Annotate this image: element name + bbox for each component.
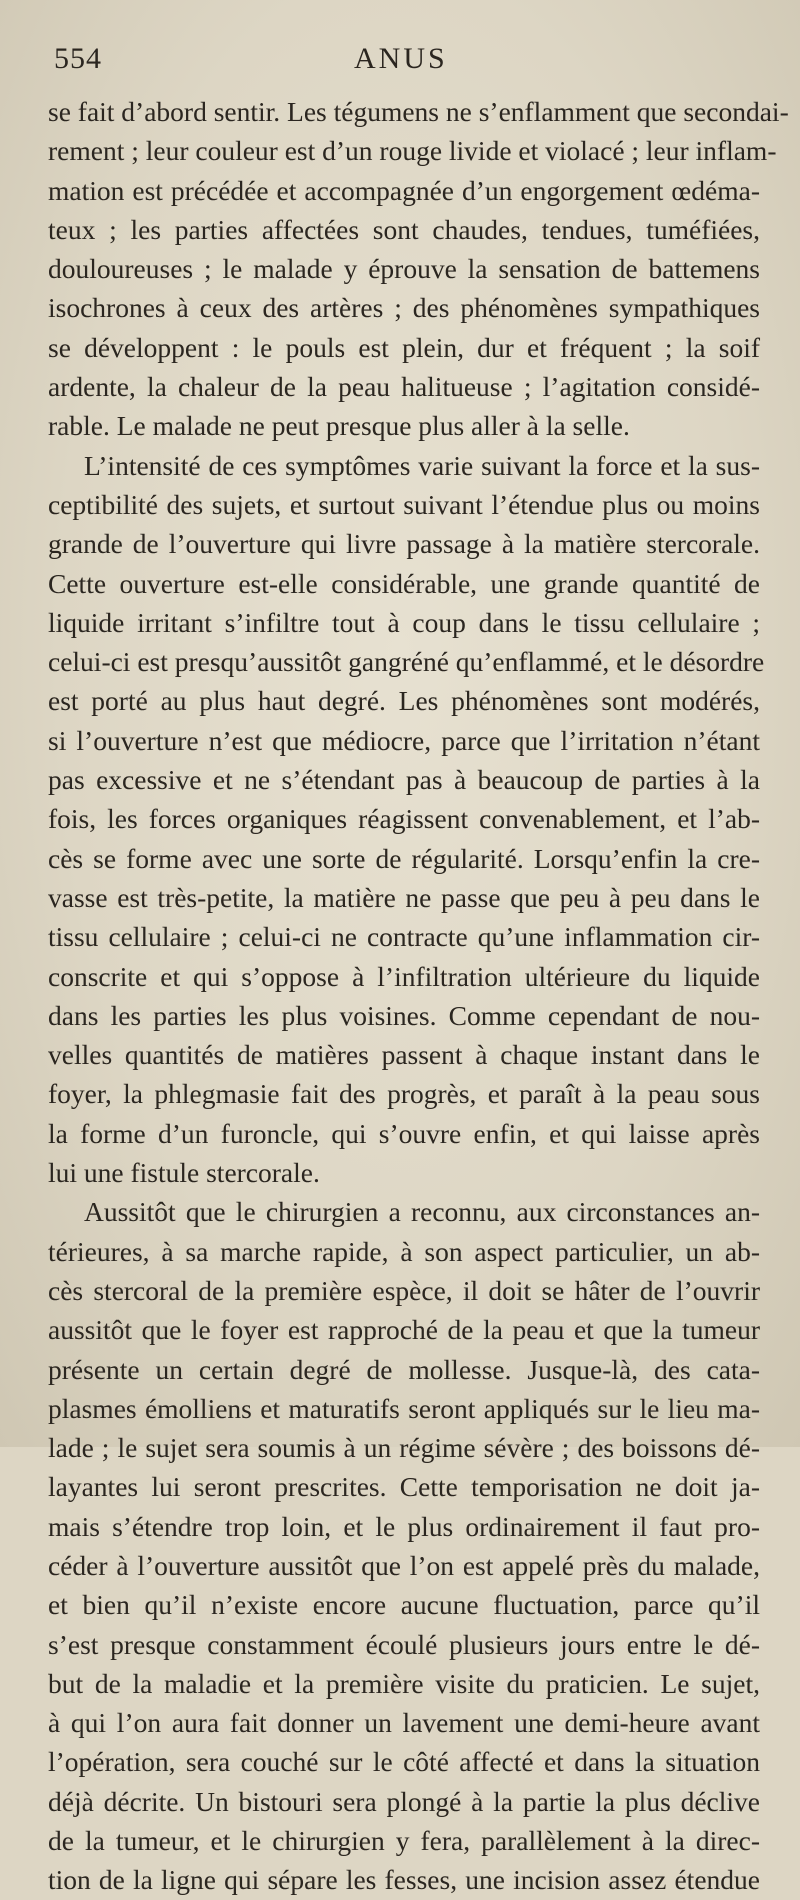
text-line: Cette ouverture est-elle considérable, une grande quantité de (48, 567, 760, 599)
text-line: à qui l’on aura fait donner un lavement une demi-heure avant (48, 1707, 760, 1739)
text-line: fois, les forces organiques réagissent convenablement, et l’ab- (48, 803, 760, 835)
text-line: lade ; le sujet sera soumis à un régime sévère ; des boissons dé- (48, 1432, 760, 1464)
text-line: tion de la ligne qui sépare les fesses, une incision assez étendue (48, 1864, 760, 1896)
text-line: teux ; les parties affectées sont chaudes, tendues, tuméfiées, (48, 213, 760, 245)
text-line: celui-ci est presqu’aussitôt gangréné qu’enflammé, et le désordre (48, 646, 765, 678)
text-line: rable. Le malade ne peut presque plus aller à la selle. (48, 410, 630, 442)
text-line: foyer, la phlegmasie fait des progrès, et paraît à la peau sous (48, 1078, 760, 1110)
text-line: layantes lui seront prescrites. Cette temporisation ne doit ja- (48, 1471, 760, 1503)
page-number: 554 (54, 42, 102, 75)
running-head: ANUS (354, 42, 448, 75)
body-text (48, 92, 789, 1900)
text-line: dans les parties les plus voisines. Comme cependant de nou- (48, 999, 760, 1031)
text-line: Aussitôt que le chirurgien a reconnu, aux circonstances an- (84, 1196, 760, 1228)
text-line: présente un certain degré de mollesse. Jusque-là, des cata- (48, 1353, 760, 1385)
text-line: et bien qu’il n’existe encore aucune fluctuation, parce qu’il (48, 1589, 760, 1621)
text-line: mais s’étendre trop loin, et le plus ordinairement il faut pro- (48, 1510, 760, 1542)
text-line: vasse est très-petite, la matière ne passe que peu à peu dans le (48, 881, 760, 913)
text-line: rement ; leur couleur est d’un rouge livide et violacé ; leur inflam- (48, 135, 777, 167)
text-line: térieures, à sa marche rapide, à son aspect particulier, un ab- (48, 1235, 760, 1267)
text-line: l’opération, sera couché sur le côté affecté et dans la situation (48, 1746, 760, 1778)
text-line: déjà décrite. Un bistouri sera plongé à la partie la plus déclive (48, 1785, 760, 1817)
text-line: s’est presque constamment écoulé plusieurs jours entre le dé- (48, 1628, 760, 1660)
text-line: conscrite et qui s’oppose à l’infiltration ultérieure du liquide (48, 960, 760, 992)
text-line: L’intensité de ces symptômes varie suivant la force et la sus- (84, 449, 760, 481)
text-line: ardente, la chaleur de la peau halitueuse ; l’agitation considé- (48, 371, 760, 403)
text-line: se fait d’abord sentir. Les tégumens ne s’enflamment que secondai- (48, 96, 789, 127)
text-line: est porté au plus haut degré. Les phénomènes sont modérés, (48, 685, 760, 717)
text-line: mation est précédée et accompagnée d’un engorgement œdéma- (48, 174, 760, 206)
text-line: pas excessive et ne s’étendant pas à beaucoup de parties à la (48, 764, 760, 796)
text-line: tissu cellulaire ; celui-ci ne contracte qu’une inflammation cir- (48, 921, 760, 953)
text-line: isochrones à ceux des artères ; des phénomènes sympathiques (48, 292, 760, 324)
text-line: se développent : le pouls est plein, dur et fréquent ; la soif (48, 331, 760, 363)
text-line: douloureuses ; le malade y éprouve la sensation de battemens (48, 253, 760, 285)
text-line: aussitôt que le foyer est rapproché de la peau et que la tumeur (48, 1314, 760, 1346)
page-header (54, 42, 740, 86)
text-line: la forme d’un furoncle, qui s’ouvre enfin, et qui laisse après (48, 1117, 760, 1149)
text-line: cès se forme avec une sorte de régularité. Lorsqu’enfin la cre- (48, 842, 760, 874)
text-line: ceptibilité des sujets, et surtout suivant l’étendue plus ou moins (48, 488, 760, 520)
text-line: cès stercoral de la première espèce, il doit se hâter de l’ouvrir (48, 1274, 760, 1306)
text-line: de la tumeur, et le chirurgien y fera, parallèlement à la direc- (48, 1825, 760, 1857)
text-line: but de la maladie et la première visite du praticien. Le sujet, (48, 1667, 760, 1699)
text-line: liquide irritant s’infiltre tout à coup dans le tissu cellulaire ; (48, 606, 760, 638)
text-line: plasmes émolliens et maturatifs seront appliqués sur le lieu ma- (48, 1392, 760, 1424)
text-line: si l’ouverture n’est que médiocre, parce que l’irritation n’étant (48, 724, 760, 756)
text-line: grande de l’ouverture qui livre passage à la matière stercorale. (48, 528, 760, 560)
text-line: lui une fistule stercorale. (48, 1157, 320, 1189)
text-line: velles quantités de matières passent à chaque instant dans le (48, 1039, 760, 1071)
text-line: céder à l’ouverture aussitôt que l’on est appelé près du malade, (48, 1549, 760, 1581)
